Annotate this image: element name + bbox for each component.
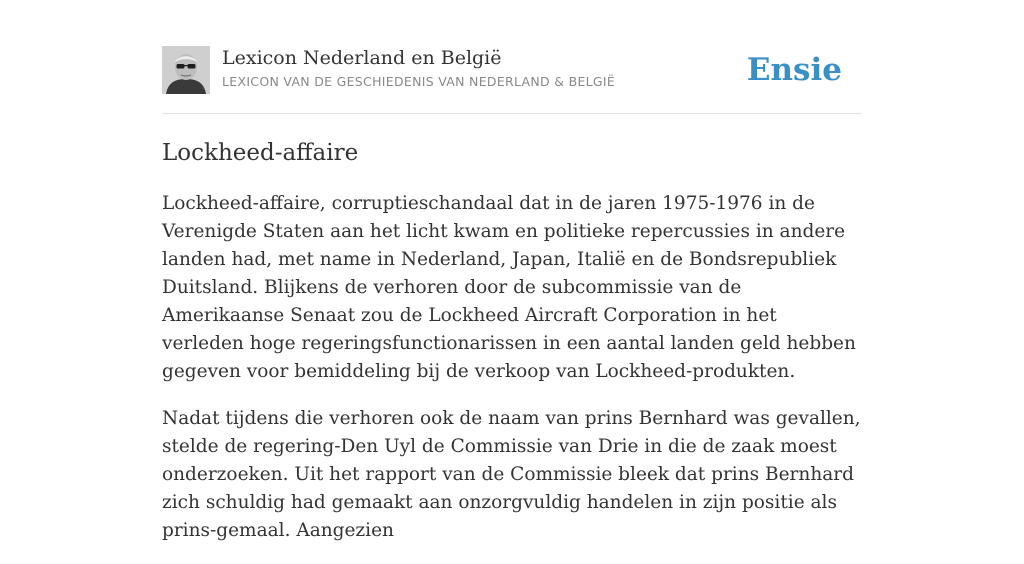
article-body: [162, 190, 862, 564]
author-portrait-icon: [162, 46, 210, 94]
lexicon-name-link[interactable]: Lexicon Nederland en België: [222, 47, 502, 69]
ensie-logo[interactable]: Ensie: [746, 52, 842, 88]
lexicon-header: [162, 46, 862, 96]
article-title: Lockheed-affaire: [162, 140, 359, 166]
header-divider: [162, 113, 862, 114]
article-paragraph: Nadat tijdens die verhoren ook de naam van prins Bernhard was gevallen, stelde de regering-Den Uyl de Commissie van Drie in die de zaak moest onderzoeken. Uit het rapport van de Commissie bleek dat prins Bernhard zich schuldig had gemaakt aan onzorgvuldig handelen in zijn positie als prins-gemaal. Aangezien: [162, 408, 861, 541]
article-paragraph: Lockheed-affaire, corruptieschandaal dat in de jaren 1975-1976 in de Verenigde Staten aan het licht kwam en politieke repercussies in andere landen had, met name in Nederland, Japan, Italië en de Bondsrepubliek Duitsland. Blijkens de verhoren door de subcommissie van de Amerikaanse Senaat zou de Lockheed Aircraft Corporation in het verleden hoge regeringsfunctionarissen in een aantal landen geld hebben gegeven voor bemiddeling bij de verkoop van Lockheed-produkten.: [162, 193, 856, 382]
lexicon-subtitle: LEXICON VAN DE GESCHIEDENIS VAN NEDERLAND & BELGIË: [222, 74, 616, 89]
author-avatar[interactable]: [162, 46, 210, 94]
